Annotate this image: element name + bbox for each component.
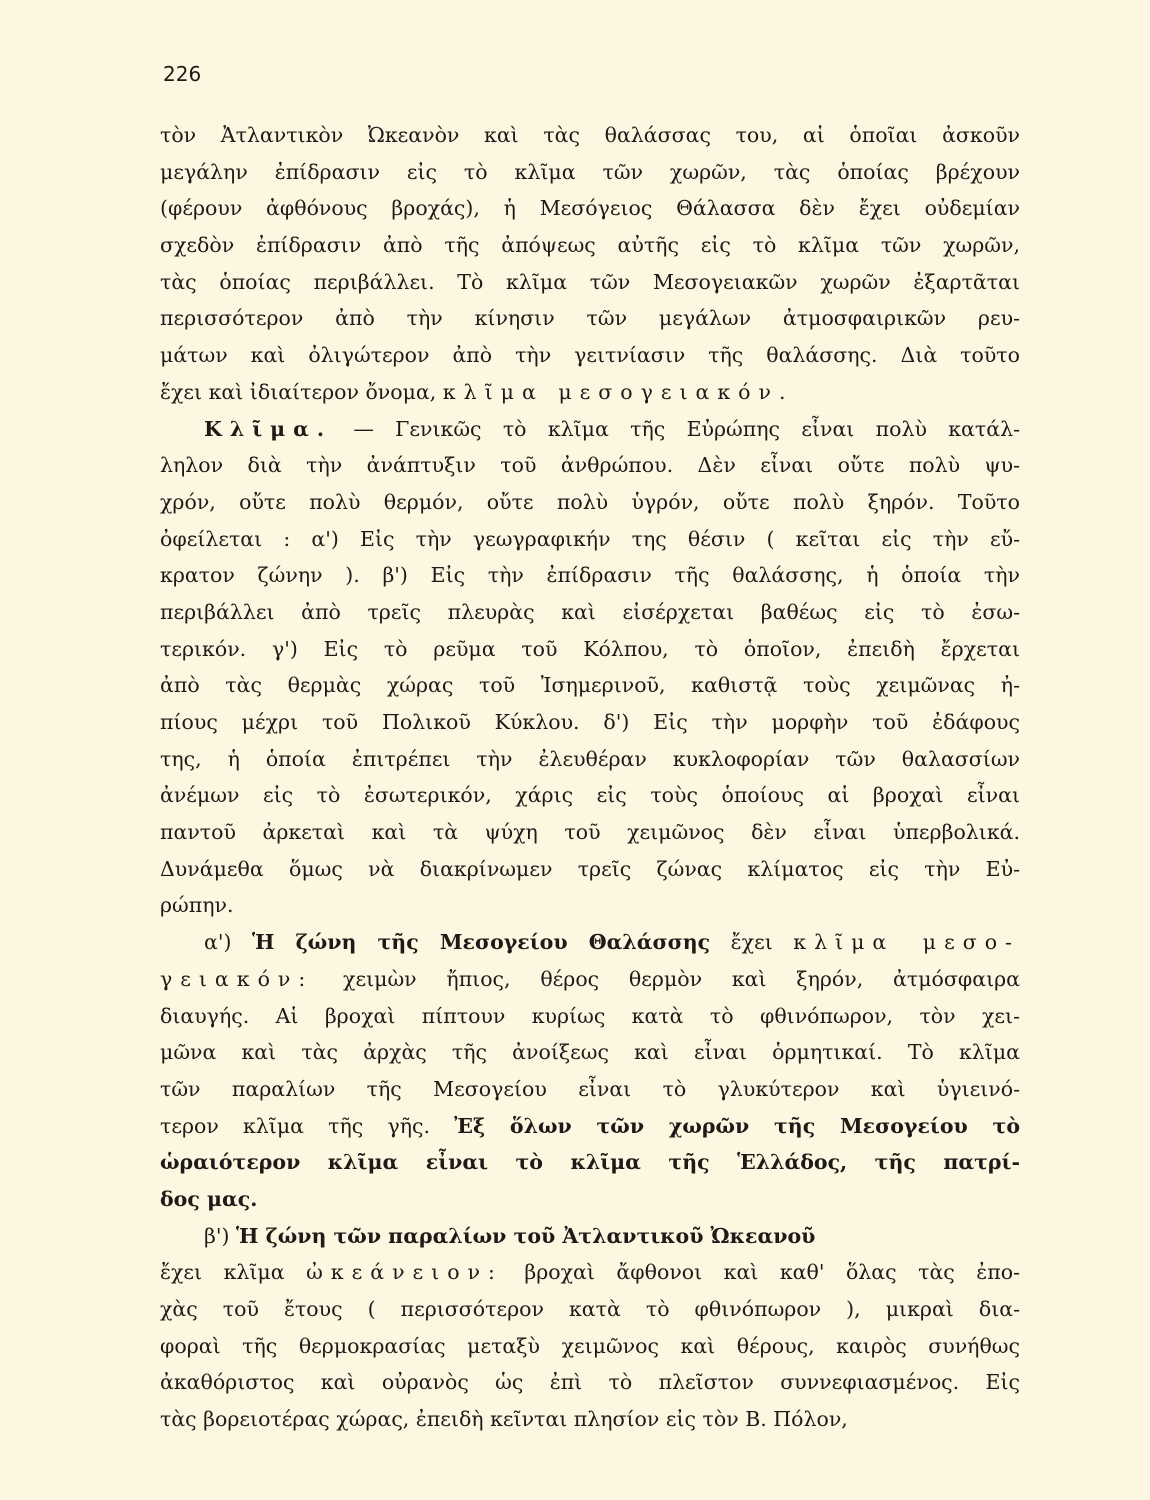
text-line [160,924,1020,961]
text-segment: — Γενικῶς τὸ κλῖμα τῆς Εὐρώπης εἶναι πολὺ κατάλ- [332,416,1020,441]
emphasized-text: κλῖμα μεσογειακόν. [442,379,794,404]
text-segment: ἀνέμων εἰς τὸ ἐσωτερικόν, χάρις εἰς τοὺς ὁποίους αἱ βροχαὶ εἶναι [160,783,1020,808]
page-number: 226 [163,62,202,86]
text-segment: χρόν, οὔτε πολὺ θερμόν, οὔτε πολὺ ὑγρόν, οὔτε πολὺ ξηρόν. Τοῦτο [160,489,1020,514]
text-segment: ἔχει κλῖμα [160,1260,307,1285]
text-line [160,741,1020,778]
text-line [160,1254,1020,1291]
text-segment: α') [204,930,252,955]
text-segment: (φέρουν ἀφθόνους βροχάς), ἡ Μεσόγειος Θάλασσα δὲν ἔχει οὐδεμίαν [160,196,1020,221]
text-line [160,631,1020,668]
text-segment: ἀκαθόριστος καὶ οὐρανὸς ὡς ἐπὶ τὸ πλεῖστον συννεφιασμένος. Εἰς [160,1370,1020,1395]
text-segment: χειμὼν ἤπιος, θέρος θερμὸν καὶ ξηρόν, ἀτμόσφαιρα [313,966,1020,991]
text-line [160,337,1020,374]
text-segment: της, ἡ ὁποία ἐπιτρέπει τὴν ἐλευθέραν κυκλοφορίαν τῶν θαλασσίων [160,746,1020,771]
text-line [160,374,1020,411]
text-segment: πίους μέχρι τοῦ Πολικοῦ Κύκλου. δ') Εἰς τὴν μορφὴν τοῦ ἐδάφους [160,710,1020,734]
emphasized-text: δος μας. [160,1186,258,1211]
text-segment: μάτων καὶ ὀλιγώτερον ἀπὸ τὴν γειτνίασιν τῆς θαλάσσης. Διὰ τοῦτο [160,343,1020,368]
text-segment: Δυνάμεθα ὅμως νὰ διακρίνωμεν τρεῖς ζώνας κλίματος εἰς τὴν Εὐ- [160,856,1020,881]
text-line [160,1364,1020,1401]
text-segment: ληλον διὰ τὴν ἀνάπτυξιν τοῦ ἀνθρώπου. Δὲν εἶναι οὔτε πολὺ ψυ- [160,453,1020,478]
text-segment: παντοῦ ἀρκεταὶ καὶ τὰ ψύχη τοῦ χειμῶνος δὲν εἶναι ὑπερβολικά. [160,820,1020,845]
text-line [160,1291,1020,1328]
text-line [160,777,1020,814]
text-segment: ὀφείλεται : α') Εἰς τὴν γεωγραφικήν της θέσιν ( κεῖται εἰς τὴν εὔ- [160,526,1020,551]
emphasized-text: κλῖμα μεσο- [793,930,1020,955]
text-segment: ρώπην. [160,893,234,918]
text-line [160,1181,1020,1218]
emphasized-text: Ἡ ζώνη τῶν παραλίων τοῦ Ἀτλαντικοῦ Ὠκεανοῦ [236,1223,816,1248]
text-line [160,1144,1020,1181]
text-line [160,117,1020,154]
text-segment: σχεδὸν ἐπίδρασιν ἀπὸ τῆς ἀπόψεως αὐτῆς εἰς τὸ κλῖμα τῶν χωρῶν, [160,233,1020,258]
text-line [160,227,1020,264]
text-line [160,704,1020,741]
text-line [160,1401,1020,1438]
text-line [160,998,1020,1035]
text-segment: μῶνα καὶ τὰς ἀρχὰς τῆς ἀνοίξεως καὶ εἶναι ὁρμητικαί. Τὸ κλῖμα [160,1040,1020,1065]
text-line [160,1328,1020,1365]
emphasized-text: Κλῖμα. [204,416,333,441]
text-segment: μεγάλην ἐπίδρασιν εἰς τὸ κλῖμα τῶν χωρῶν, τὰς ὁποίας βρέχουν [160,159,1020,184]
text-line [160,521,1020,558]
text-segment: ἀπὸ τὰς θερμὰς χώρας τοῦ Ἰσημερινοῦ, καθιστᾷ τοὺς χειμῶνας ἠ- [160,673,1020,698]
emphasized-text: γειακόν: [160,966,314,991]
text-segment: τερικόν. γ') Εἰς τὸ ρεῦμα τοῦ Κόλπου, τὸ ὁποῖον, ἐπειδὴ ἔρχεται [160,636,1020,661]
text-segment: τὸν Ἀτλαντικὸν Ὠκεανὸν καὶ τὰς θαλάσσας του, αἱ ὁποῖαι ἀσκοῦν [160,123,1020,147]
text-segment: ἔχει [710,930,794,955]
text-line [160,264,1020,301]
text-line [160,154,1020,191]
text-line [160,190,1020,227]
text-segment: τὰς βορειοτέρας χώρας, ἐπειδὴ κεῖνται πλησίον εἰς τὸν Β. Πόλον, [160,1407,848,1432]
text-segment: φοραὶ τῆς θερμοκρασίας μεταξὺ χειμῶνος καὶ θέρους, καιρὸς συνήθως [160,1333,1020,1358]
text-line [160,447,1020,484]
text-line [160,814,1020,851]
text-segment: περισσότερον ἀπὸ τὴν κίνησιν τῶν μεγάλων ἀτμοσφαιρικῶν ρευ- [160,306,1020,331]
text-segment: χὰς τοῦ ἔτους ( περισσότερον κατὰ τὸ φθινόπωρον ), μικραὶ δια- [160,1297,1020,1321]
text-segment: βροχαὶ ἄφθονοι καὶ καθ' ὅλας τὰς ἐπο- [502,1260,1020,1285]
emphasized-text: Ἐξ ὅλων τῶν χωρῶν τῆς Μεσογείου τὸ [454,1113,1020,1138]
body-text [160,117,1020,1438]
text-line [160,1218,1020,1255]
text-line [160,887,1020,924]
text-segment: διαυγής. Αἱ βροχαὶ πίπτουν κυρίως κατὰ τὸ φθινόπωρον, τὸν χει- [160,1003,1020,1028]
text-segment: τὰς ὁποίας περιβάλλει. Τὸ κλῖμα τῶν Μεσογειακῶν χωρῶν ἐξαρτᾶται [160,269,1020,294]
emphasized-text: Ἡ ζώνη τῆς Μεσογείου Θαλάσσης [252,930,711,955]
text-segment: κρατον ζώνην ). β') Εἰς τὴν ἐπίδρασιν τῆς θαλάσσης, ἡ ὁποία τὴν [160,563,1020,588]
text-line [160,594,1020,631]
text-line [160,1034,1020,1071]
text-segment: τῶν παραλίων τῆς Μεσογείου εἶναι τὸ γλυκύτερον καὶ ὑγιεινό- [160,1076,1020,1101]
emphasized-text: ὡραιότερον κλῖμα εἶναι τὸ κλῖμα τῆς Ἑλλάδος, τῆς πατρί- [160,1150,1020,1175]
emphasized-text: ὠκεάνειον: [306,1260,503,1285]
text-line [160,300,1020,337]
text-line [160,961,1020,998]
text-line [160,851,1020,888]
text-segment: β') [204,1223,237,1248]
text-line [160,411,1020,448]
text-segment: τερον κλῖμα τῆς γῆς. [160,1113,455,1138]
text-line [160,557,1020,594]
text-line [160,484,1020,521]
text-segment: περιβάλλει ἀπὸ τρεῖς πλευρὰς καὶ εἰσέρχεται βαθέως εἰς τὸ ἐσω- [160,599,1020,624]
text-line [160,667,1020,704]
text-line [160,1108,1020,1145]
text-line [160,1071,1020,1108]
text-segment: ἔχει καὶ ἰδιαίτερον ὄνομα, [160,379,443,404]
